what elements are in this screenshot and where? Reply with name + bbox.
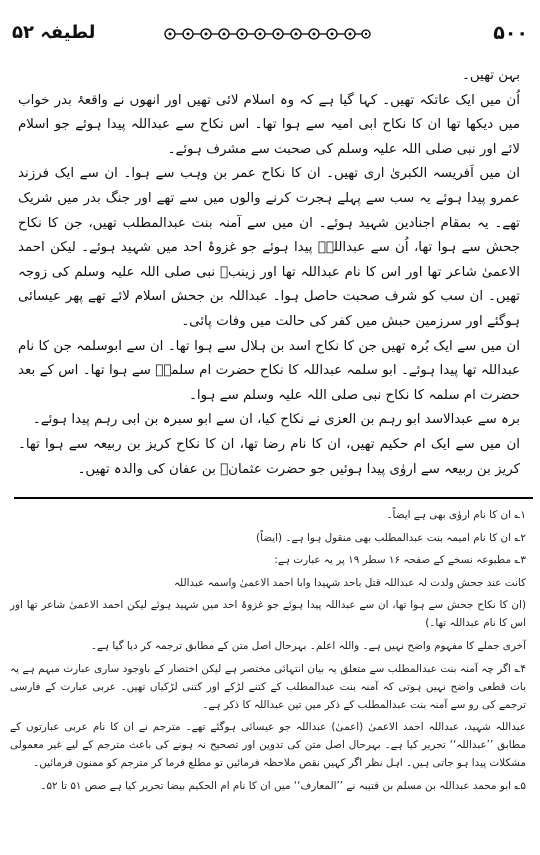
footnote: ۳؎ مطبوعہ نسخے کے صفحہ ۱۶ سطر ۱۹ پر یہ عبارت ہے: [274,554,526,567]
footnotes [10,506,526,799]
chapter-heading: لطیفہ ۵۲ [12,22,96,43]
footnote: ۲؎ ان کا نام امیمہ بنت عبدالمطلب بھی منقول ہوا ہے۔ (ایضاً) [256,531,526,544]
footnote: ۴؎ اگر چہ آمنہ بنت عبدالمطلب سے متعلق یہ بیان انتہائی مختصر ہے لیکن اختصار کے باوجود ساری عبارت مبہم ہے یہ بات قطعی واضح نہیں ہوتی کہ آمنہ بنت عبدالمطلب کے کتنے لڑکے اور کتنی لڑکیاں تھیں۔ عربی عبارت کے فارسی ترجمے کی رو سے آمنہ بنت عبدالمطلب کے ذکر میں تین عبداللہ کا ذکر ہے۔ [10,662,526,711]
footnote: عبداللہ شہید، عبداللہ احمد الاعمیٰ (اعمیٰ) عبداللہ جو عیسائی ہوگئے تھے۔ مترجم نے ان کا نام عربی عبارتوں کے مطابق ’’عبداللہ‘‘ تحریر کیا ہے۔ بہرحال اصل متن کی تدوین اور تصحیح نہ ہونے کی باعث مترجم کے لیے غیر معمولی مشکلات پیدا ہو جاتی ہیں۔ اہل نظر اگر کہیں نقص ملاحظہ فرمائیں تو مطلع فرما کر مترجم کو ممنون فرمائیں۔ [10,721,526,770]
footnote: ۱؎ ان کا نام اروٰی بھی ہے ایضاً۔ [386,509,526,521]
footnote: کانت عند جحش ولدت لہ عبداللہ قتل باحد شہیدا وابا احمد الاعمیٰ واسمہ عبداللہ [173,576,526,589]
paragraph: ان میں سے ایک بُرہ تھیں جن کا نکاح اسد بن ہلال سے ہوا تھا۔ ان سے ابوسلمہ جن کا نام عبداللہ تھا پیدا ہوئے۔ ابو سلمہ عبداللہ کا نکاح حضرت ام سلمہؓ سے ہوا تھا۔ اس کے بعد حضرت ام سلمہ کا نکاح نبی صلی اللہ علیہ وسلم سے ہوا۔ [18,338,520,403]
page-header [12,18,528,50]
paragraph: برہ سے عبدالاسد ابو رہم بن العزی نے نکاح کیا، ان سے ابو سبرہ بن ابی رہم پیدا ہوئے۔ [32,412,520,428]
decorative-ornament-band [162,24,372,44]
footnote: (ان کا نکاح جحش سے ہوا تھا، ان سے عبداللہ پیدا ہوئے جو غزوۂ احد میں شہید ہوئے لیکن احمد الاعمیٰ شاعر تھا اور اس کا نام عبداللہ تھا۔) [10,599,526,630]
footnote-divider [14,497,533,499]
paragraph: اُن میں ایک عاتکہ تھیں۔ کہا گیا ہے کہ وہ اسلام لائی تھیں اور انھوں نے واقعۂ بدر خواب میں دیکھا تھا ان کا نکاح ابی امیہ سے ہوا تھا۔ اس نکاح سے عبداللہ پیدا ہوئے جو اسلام لائے اور نبی صلی اللہ علیہ وسلم کی صحبت سے مشرف ہوئے۔ [18,92,520,157]
main-text [18,64,520,482]
page-number: ۵۰۰ [493,22,528,44]
footnote: ۵؎ ابو محمد عبداللہ بن مسلم بن قتیبہ نے ’’المعارف‘‘ میں ان کا نام ام الحکیم بیضا تحریر کیا ہے صص ۵۱ تا ۵۲۔ [40,779,526,792]
paragraph: بہن تھیں۔ [461,68,520,83]
footnote: آخری جملے کا مفہوم واضح نہیں ہے۔ واللہ اعلم۔ بہرحال اصل متن کے مطابق ترجمہ کر دیا گیا ہے۔ [90,639,526,652]
paragraph: ان میں سے ایک ام حکیم تھیں، ان کا نام رضا تھا، ان کا نکاح کریز بن ربیعہ سے ہوا تھا۔ کریز بن ربیعہ سے اروٰی پیدا ہوئیں جو حضرت عثمانؓ بن عفان کی والدہ تھیں۔ [18,436,520,477]
paragraph: ان میں اَفریسہ الکبریٰ اری تھیں۔ ان کا نکاح عمر بن وہب سے ہوا۔ ان سے ایک فرزند عمرو پیدا ہوئے یہ سب سے پہلے ہجرت کرنے والوں میں سے تھے اور جنگ بدر میں شریک تھے۔ یہ بمقام اجنادین شہید ہوئے۔ ان میں سے آمنہ بنت عبدالمطلب تھیں، جن کا نکاح جحش سے ہوا تھا، اُن سے عبداللہؓ پیدا ہوئے جو غزوۂ احد میں شہید ہوئے۔ لیکن احمد الاعمیٰ شاعر تھا اور اس کا نام عبداللہ تھا اور زینبؓ نبی صلی اللہ علیہ وسلم کی زوجہ تھیں۔ ان سب کو شرف صحبت حاصل ہوا۔ عبداللہ بن جحش اسلام لائے تھے پھر عیسائی ہوگئے اور سرزمین حبش میں کفر کی حالت میں وفات پائی۔ [18,166,520,329]
